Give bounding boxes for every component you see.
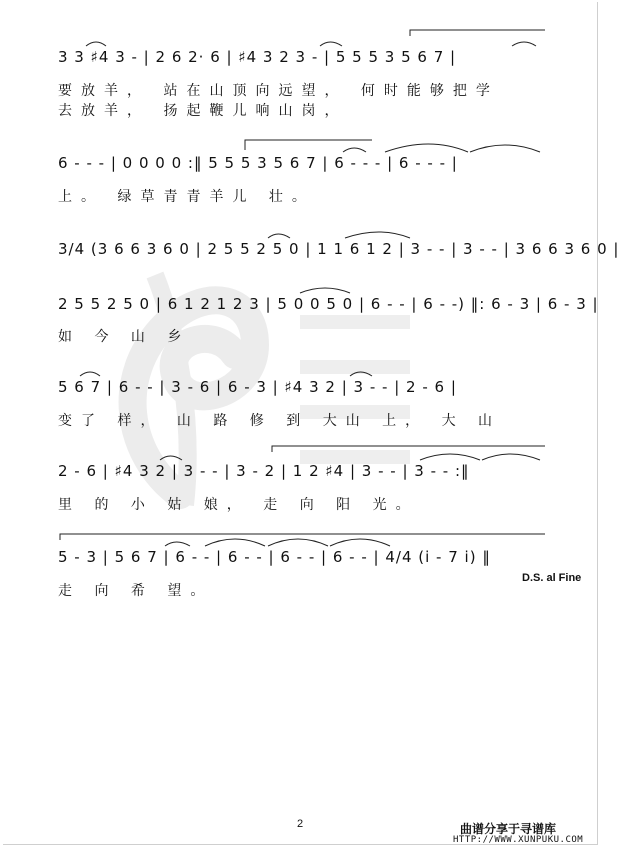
numbered-notation: 5 6 7 | 6 - - | 3 - 6 | 6 - 3 | ♯4 3 2 | 3 - - | 2 - 6 |	[58, 378, 457, 396]
numbered-notation: 3/4 (3 6 6 3 6 0 | 2 5 5 2 5 0 | 1 1 6 1 2 | 3 - - | 3 - - | 3 6 6 3 6 0 |	[58, 240, 619, 258]
page-number: 2	[297, 818, 304, 830]
lyric-line: 里 的 小 姑 娘， 走 向 阳 光。	[58, 497, 419, 513]
numbered-notation: 3 3 ♯4 3 - | 2 6 2· 6 | ♯4 3 2 3 - | 5 5 5 3 5 6 7 |	[58, 48, 457, 66]
lyric-line: 上。 绿草青青羊儿 壮。	[58, 189, 315, 205]
numbered-notation: 5 - 3 | 5 6 7 | 6 - - | 6 - - | 6 - - | 6 - - | 4/4 (i - 7 i) ‖	[58, 548, 491, 566]
lyric-line: 如 今 山 乡	[58, 329, 191, 345]
footer-site-url[interactable]: HTTP://WWW.XUNPUKU.COM	[453, 835, 584, 845]
numbered-notation: 2 5 5 2 5 0 | 6 1 2 1 2 3 | 5 0 0 5 0 | 6 - - | 6 - -) ‖: 6 - 3 | 6 - 3 |	[58, 295, 599, 313]
score-line-3	[0, 240, 619, 280]
lyric-line: 走 向 希 望。	[58, 583, 214, 599]
numbered-notation: 6 - - - | 0 0 0 0 :‖ 5 5 5 3 5 6 7 | 6 - - - | 6 - - - |	[58, 154, 458, 172]
lyric-line: 变了 样， 山 路 修 到 大山 上， 大 山	[58, 413, 502, 429]
ds-al-fine-marking: D.S. al Fine	[522, 572, 582, 584]
lyric-line: 要放羊， 站在山顶向远望， 何时能够把学	[58, 83, 499, 99]
lyric-line: 去放羊， 扬起鞭儿响山岗，	[58, 103, 348, 119]
numbered-notation: 2 - 6 | ♯4 3 2 | 3 - - | 3 - 2 | 1 2 ♯4 | 3 - - | 3 - - :‖	[58, 462, 470, 480]
footer-site-title: 曲谱分享于寻谱库	[460, 822, 557, 836]
